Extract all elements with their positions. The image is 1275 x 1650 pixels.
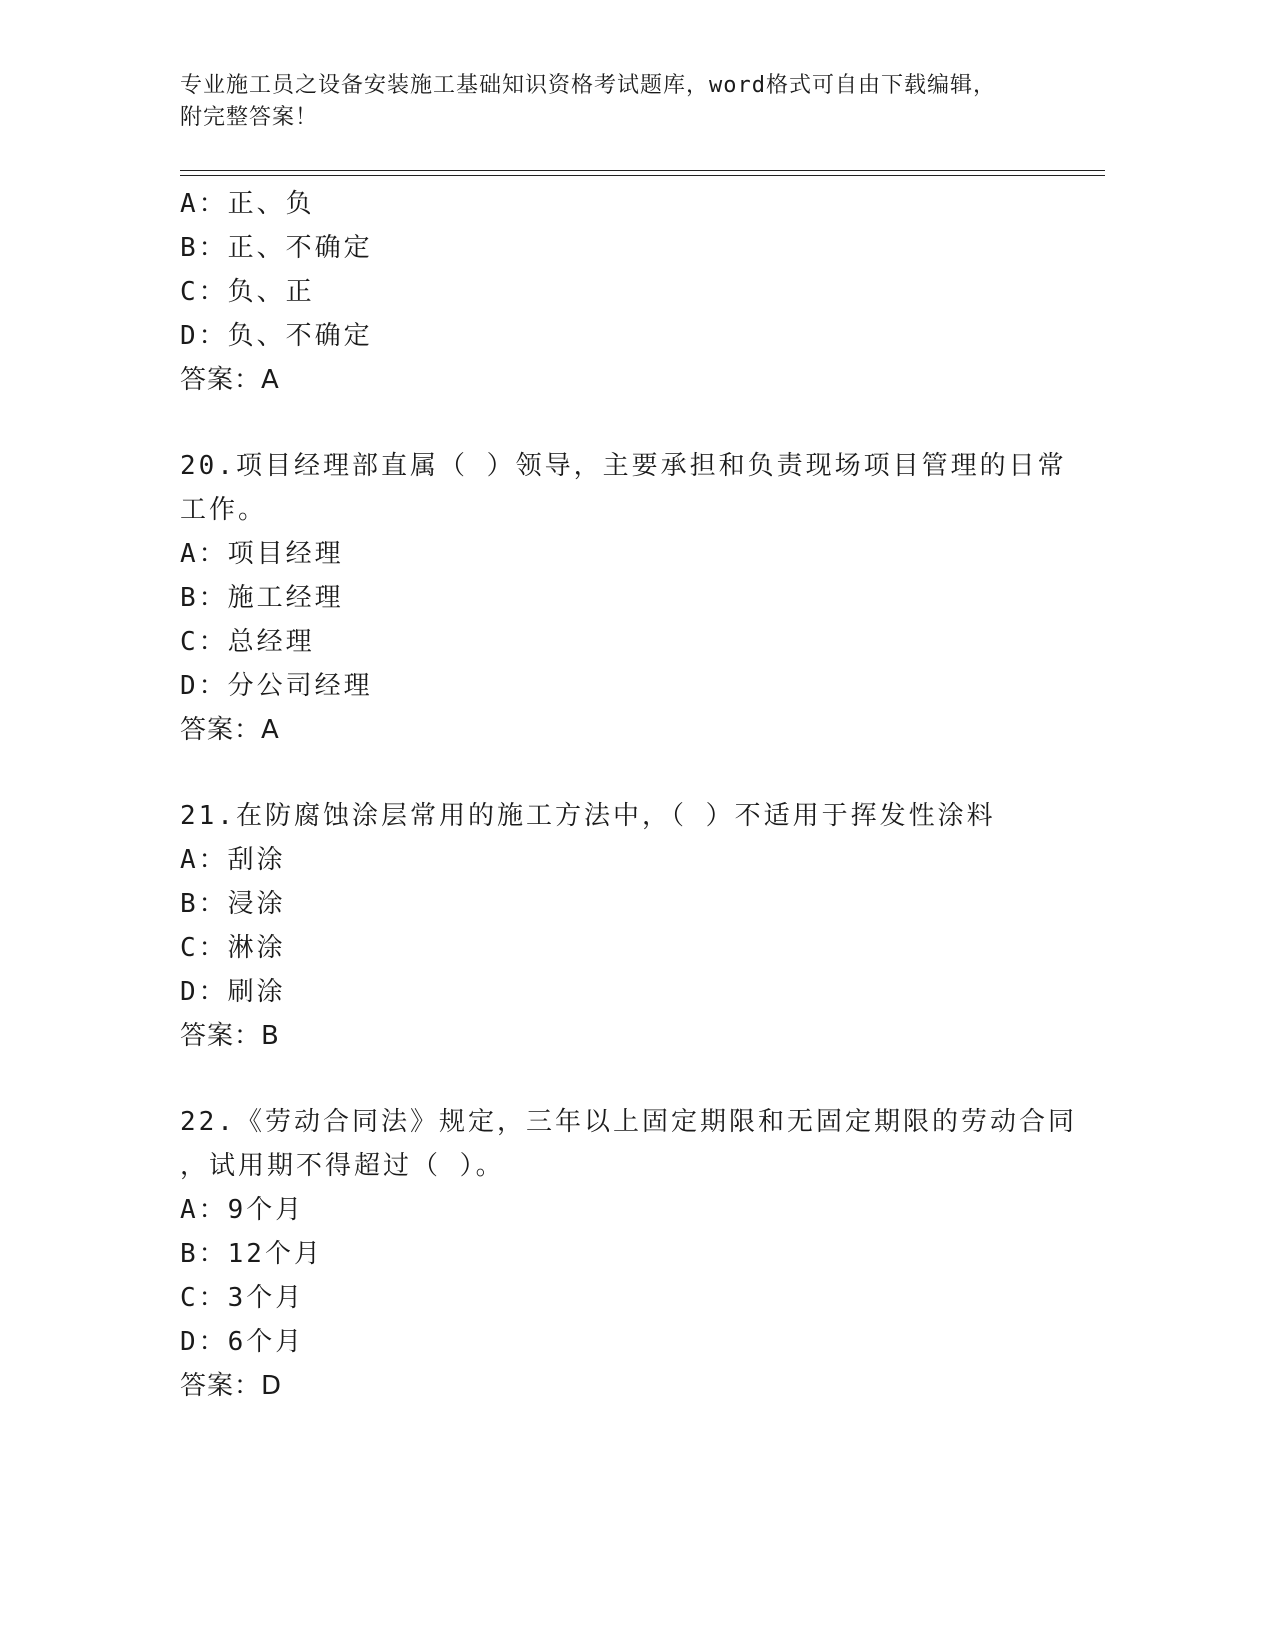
spacer	[180, 402, 1105, 444]
option-d: D：刷涂	[180, 977, 286, 1007]
answer: 答案：B	[180, 1021, 280, 1051]
option-b: B：浸涂	[180, 889, 286, 919]
question-title-line-1: 20.项目经理部直属（ ）领导，主要承担和负责现场项目管理的日常	[180, 451, 1067, 481]
option-c: C：3个月	[180, 1283, 305, 1313]
option-b: B：12个月	[180, 1239, 323, 1269]
spacer	[180, 1058, 1105, 1100]
answer: 答案：D	[180, 1371, 283, 1401]
question-19	[180, 182, 1105, 402]
question-20	[180, 444, 1105, 752]
answer: 答案：A	[180, 715, 280, 745]
document-header	[180, 70, 1105, 176]
option-a: A：9个月	[180, 1195, 305, 1225]
option-d: D：分公司经理	[180, 671, 373, 701]
spacer	[180, 752, 1105, 794]
option-d: D：负、不确定	[180, 321, 373, 351]
question-title-line-2: ，试用期不得超过（ ）。	[180, 1151, 505, 1181]
question-22	[180, 1100, 1105, 1408]
option-c: C：总经理	[180, 627, 315, 657]
option-a: A：项目经理	[180, 539, 344, 569]
document-page	[180, 70, 1105, 1408]
option-a: A：正、负	[180, 189, 315, 219]
option-b: B：正、不确定	[180, 233, 373, 263]
header-divider	[180, 170, 1105, 176]
question-title-line-1: 22.《劳动合同法》规定，三年以上固定期限和无固定期限的劳动合同	[180, 1107, 1077, 1137]
option-c: C：负、正	[180, 277, 315, 307]
question-title-line-2: 工作。	[180, 495, 268, 525]
option-d: D：6个月	[180, 1327, 305, 1357]
header-line-2: 附完整答案！	[180, 105, 319, 130]
answer: 答案：A	[180, 365, 280, 395]
option-b: B：施工经理	[180, 583, 344, 613]
question-title-line-1: 21.在防腐蚀涂层常用的施工方法中，（ ）不适用于挥发性涂料	[180, 801, 996, 831]
header-line-1: 专业施工员之设备安装施工基础知识资格考试题库，word格式可自由下载编辑，	[180, 73, 996, 98]
option-a: A：刮涂	[180, 845, 286, 875]
question-21	[180, 794, 1105, 1058]
option-c: C：淋涂	[180, 933, 286, 963]
